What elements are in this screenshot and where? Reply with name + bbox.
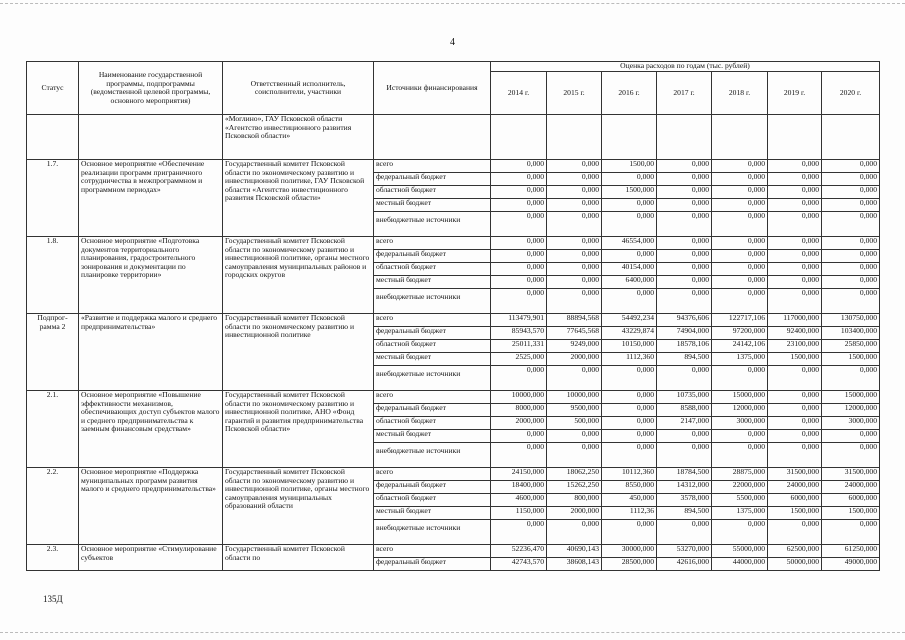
row-value: 18784,500 xyxy=(657,468,712,481)
row-value: 46554,000 xyxy=(602,237,657,250)
row-funding-source: внебюджетные источники xyxy=(374,443,491,468)
row-value: 0,000 xyxy=(657,212,712,237)
row-value: 0,000 xyxy=(712,289,768,314)
row-funding-source: местный бюджет xyxy=(374,276,491,289)
row-value: 0,000 xyxy=(822,160,880,173)
row-value: 30000,000 xyxy=(602,545,657,558)
row-status: 1.8. xyxy=(27,237,79,314)
row-value: 0,000 xyxy=(602,173,657,186)
row-value: 0,000 xyxy=(491,443,547,468)
row-value: 38608,143 xyxy=(547,558,602,571)
row-value: 61250,000 xyxy=(822,545,880,558)
row-funding-source: федеральный бюджет xyxy=(374,404,491,417)
row-value: 24000,000 xyxy=(768,481,822,494)
table-row xyxy=(27,314,880,327)
row-value: 0,000 xyxy=(822,276,880,289)
row-value: 0,000 xyxy=(491,366,547,391)
row-value: 24000,000 xyxy=(822,481,880,494)
continuation-value-cell xyxy=(547,115,602,160)
row-value: 3000,000 xyxy=(822,417,880,430)
row-value: 5500,000 xyxy=(712,494,768,507)
scan-edge-top xyxy=(0,3,905,4)
continuation-source-cell xyxy=(374,115,491,160)
scan-edge-bottom xyxy=(0,632,905,633)
row-value: 40690,143 xyxy=(547,545,602,558)
row-value: 0,000 xyxy=(657,430,712,443)
row-program-name: Основное мероприятие «Подготовка документов территориального планирования, градостроительного зонирования и документации по планировке территории» xyxy=(79,237,223,314)
row-funding-source: всего xyxy=(374,160,491,173)
continuation-value-cell xyxy=(657,115,712,160)
row-value: 10112,360 xyxy=(602,468,657,481)
row-funding-source: местный бюджет xyxy=(374,353,491,366)
row-value: 53270,000 xyxy=(657,545,712,558)
row-value: 0,000 xyxy=(491,186,547,199)
row-value: 8000,000 xyxy=(491,404,547,417)
row-value: 9500,000 xyxy=(547,404,602,417)
row-value: 28500,000 xyxy=(602,558,657,571)
row-funding-source: федеральный бюджет xyxy=(374,481,491,494)
row-value: 18578,106 xyxy=(657,340,712,353)
row-value: 1500,000 xyxy=(768,353,822,366)
row-program-name: «Развитие и поддержка малого и среднего предпринимательства» xyxy=(79,314,223,391)
row-value: 6000,000 xyxy=(768,494,822,507)
table-row xyxy=(27,391,880,404)
row-value: 15000,000 xyxy=(822,391,880,404)
row-value: 0,000 xyxy=(712,237,768,250)
row-value: 8588,000 xyxy=(657,404,712,417)
row-value: 24150,000 xyxy=(491,468,547,481)
row-executor: Государственный комитет Псковской области по экономическому развитию и инвестиционной политике, органы местного самоуправления муниципальных районов и городских округов xyxy=(223,237,374,314)
row-value: 1112,36 xyxy=(602,507,657,520)
row-funding-source: федеральный бюджет xyxy=(374,173,491,186)
row-value: 0,000 xyxy=(491,173,547,186)
row-value: 0,000 xyxy=(602,520,657,545)
row-value: 23100,000 xyxy=(768,340,822,353)
table-row xyxy=(27,237,880,250)
row-value: 0,000 xyxy=(491,199,547,212)
continuation-status-cell xyxy=(27,115,79,160)
header-year: 2015 г. xyxy=(547,72,602,115)
row-value: 0,000 xyxy=(768,289,822,314)
row-value: 1112,360 xyxy=(602,353,657,366)
row-value: 1375,000 xyxy=(712,507,768,520)
row-value: 0,000 xyxy=(822,289,880,314)
row-funding-source: областной бюджет xyxy=(374,494,491,507)
header-year: 2019 г. xyxy=(768,72,822,115)
row-value: 103400,000 xyxy=(822,327,880,340)
row-value: 130750,000 xyxy=(822,314,880,327)
table-row xyxy=(27,468,880,481)
row-value: 0,000 xyxy=(712,263,768,276)
row-program-name: Основное мероприятие «Стимулирование субъектов xyxy=(79,545,223,571)
header-year: 2018 г. xyxy=(712,72,768,115)
row-value: 2147,000 xyxy=(657,417,712,430)
row-value: 40154,000 xyxy=(602,263,657,276)
row-value: 0,000 xyxy=(491,289,547,314)
row-value: 0,000 xyxy=(768,276,822,289)
row-value: 10735,000 xyxy=(657,391,712,404)
row-value: 25850,000 xyxy=(822,340,880,353)
row-value: 0,000 xyxy=(547,199,602,212)
row-value: 0,000 xyxy=(657,160,712,173)
row-value: 85943,570 xyxy=(491,327,547,340)
row-value: 0,000 xyxy=(491,250,547,263)
row-value: 9249,000 xyxy=(547,340,602,353)
row-value: 0,000 xyxy=(712,173,768,186)
row-value: 0,000 xyxy=(547,443,602,468)
row-value: 22000,000 xyxy=(712,481,768,494)
row-value: 10000,000 xyxy=(491,391,547,404)
continuation-name-cell xyxy=(79,115,223,160)
row-value: 0,000 xyxy=(657,186,712,199)
row-value: 0,000 xyxy=(768,160,822,173)
continuation-value-cell xyxy=(712,115,768,160)
row-value: 0,000 xyxy=(712,366,768,391)
row-executor: Государственный комитет Псковской области по экономическому развитию и инвестиционной политике xyxy=(223,314,374,391)
row-value: 0,000 xyxy=(547,276,602,289)
row-funding-source: всего xyxy=(374,314,491,327)
table-row xyxy=(27,160,880,173)
row-value: 0,000 xyxy=(602,250,657,263)
header-executor: Ответственный исполнитель, соисполнители, участники xyxy=(223,62,374,115)
row-value: 0,000 xyxy=(768,250,822,263)
row-funding-source: местный бюджет xyxy=(374,507,491,520)
row-executor: Государственный комитет Псковской области по xyxy=(223,545,374,571)
continuation-row xyxy=(27,115,880,160)
continuation-value-cell xyxy=(768,115,822,160)
row-value: 0,000 xyxy=(602,212,657,237)
budget-table xyxy=(26,61,880,571)
row-value: 0,000 xyxy=(768,443,822,468)
row-value: 0,000 xyxy=(768,404,822,417)
row-value: 0,000 xyxy=(822,263,880,276)
row-value: 0,000 xyxy=(822,430,880,443)
row-value: 0,000 xyxy=(822,186,880,199)
row-value: 52236,470 xyxy=(491,545,547,558)
row-value: 0,000 xyxy=(768,199,822,212)
row-value: 0,000 xyxy=(768,186,822,199)
row-value: 2000,000 xyxy=(547,507,602,520)
row-value: 0,000 xyxy=(491,430,547,443)
row-status: Подпрог-рамма 2 xyxy=(27,314,79,391)
row-status: 2.1. xyxy=(27,391,79,468)
row-value: 0,000 xyxy=(822,366,880,391)
row-value: 1500,000 xyxy=(768,507,822,520)
row-value: 24142,106 xyxy=(712,340,768,353)
header-status: Статус xyxy=(27,62,79,115)
header-year: 2016 г. xyxy=(602,72,657,115)
row-funding-source: всего xyxy=(374,237,491,250)
row-value: 0,000 xyxy=(822,173,880,186)
row-value: 0,000 xyxy=(768,237,822,250)
row-value: 0,000 xyxy=(712,212,768,237)
row-value: 31500,000 xyxy=(822,468,880,481)
row-value: 0,000 xyxy=(491,237,547,250)
row-value: 15262,250 xyxy=(547,481,602,494)
row-value: 0,000 xyxy=(491,520,547,545)
row-value: 44000,000 xyxy=(712,558,768,571)
row-value: 1500,000 xyxy=(822,353,880,366)
row-value: 97200,000 xyxy=(712,327,768,340)
row-value: 0,000 xyxy=(768,366,822,391)
row-value: 3578,000 xyxy=(657,494,712,507)
row-value: 50000,000 xyxy=(768,558,822,571)
row-value: 0,000 xyxy=(657,520,712,545)
row-value: 0,000 xyxy=(657,276,712,289)
row-value: 0,000 xyxy=(712,160,768,173)
row-funding-source: внебюджетные источники xyxy=(374,289,491,314)
row-value: 10150,000 xyxy=(602,340,657,353)
row-value: 0,000 xyxy=(602,391,657,404)
row-value: 0,000 xyxy=(602,289,657,314)
row-value: 0,000 xyxy=(547,520,602,545)
row-value: 0,000 xyxy=(712,430,768,443)
row-value: 0,000 xyxy=(657,199,712,212)
row-value: 0,000 xyxy=(602,417,657,430)
row-value: 4600,000 xyxy=(491,494,547,507)
row-value: 0,000 xyxy=(602,404,657,417)
row-funding-source: всего xyxy=(374,545,491,558)
row-value: 0,000 xyxy=(768,417,822,430)
row-executor: Государственный комитет Псковской области по экономическому развитию и инвестиционной политике, органы местного самоуправления муниципальных образований области xyxy=(223,468,374,545)
row-value: 0,000 xyxy=(602,366,657,391)
continuation-value-cell xyxy=(491,115,547,160)
row-value: 0,000 xyxy=(602,443,657,468)
header-program-name: Наименование государственной программы, подпрограммы (ведомственной целевой программы, основного мероприятия) xyxy=(79,62,223,115)
row-program-name: Основное мероприятие «Обеспечение реализации программ приграничного сотрудничества в межпрограммном и программном периодах» xyxy=(79,160,223,237)
header-funding-sources: Источники финансирования xyxy=(374,62,491,115)
row-value: 0,000 xyxy=(822,520,880,545)
header-year: 2017 г. xyxy=(657,72,712,115)
row-funding-source: всего xyxy=(374,468,491,481)
row-value: 0,000 xyxy=(547,366,602,391)
row-value: 0,000 xyxy=(547,186,602,199)
header-years-title: Оценка расходов по годам (тыс. рублей) xyxy=(491,62,880,72)
row-value: 0,000 xyxy=(822,237,880,250)
row-executor: Государственный комитет Псковской области по экономическому развитию и инвестиционной политике, ГАУ Псковской области «Агентство инвестиционного развития Псковской области» xyxy=(223,160,374,237)
row-funding-source: федеральный бюджет xyxy=(374,327,491,340)
row-value: 0,000 xyxy=(657,173,712,186)
row-value: 0,000 xyxy=(491,263,547,276)
row-value: 0,000 xyxy=(822,199,880,212)
row-value: 2000,000 xyxy=(547,353,602,366)
row-value: 0,000 xyxy=(712,520,768,545)
row-funding-source: областной бюджет xyxy=(374,186,491,199)
row-funding-source: внебюджетные источники xyxy=(374,520,491,545)
row-value: 0,000 xyxy=(602,199,657,212)
row-value: 0,000 xyxy=(547,430,602,443)
row-value: 74904,000 xyxy=(657,327,712,340)
row-value: 0,000 xyxy=(768,391,822,404)
row-funding-source: местный бюджет xyxy=(374,199,491,212)
row-value: 0,000 xyxy=(547,289,602,314)
row-value: 6400,000 xyxy=(602,276,657,289)
row-value: 1500,000 xyxy=(822,507,880,520)
row-value: 1375,000 xyxy=(712,353,768,366)
row-value: 0,000 xyxy=(768,173,822,186)
row-value: 0,000 xyxy=(822,212,880,237)
continuation-executor-text: «Моглино», ГАУ Псковской области «Агентство инвестиционного развития Псковской области» xyxy=(223,115,374,160)
row-value: 3000,000 xyxy=(712,417,768,430)
row-value: 122717,106 xyxy=(712,314,768,327)
row-value: 0,000 xyxy=(547,173,602,186)
row-value: 0,000 xyxy=(491,160,547,173)
footer-document-code: 135Д xyxy=(43,594,63,604)
header-year: 2020 г. xyxy=(822,72,880,115)
row-value: 42743,570 xyxy=(491,558,547,571)
row-value: 0,000 xyxy=(768,520,822,545)
row-value: 2000,000 xyxy=(491,417,547,430)
row-funding-source: областной бюджет xyxy=(374,263,491,276)
row-value: 8550,000 xyxy=(602,481,657,494)
row-value: 500,000 xyxy=(547,417,602,430)
row-value: 0,000 xyxy=(657,289,712,314)
row-funding-source: федеральный бюджет xyxy=(374,558,491,571)
row-value: 0,000 xyxy=(822,250,880,263)
row-value: 0,000 xyxy=(657,443,712,468)
row-value: 10000,000 xyxy=(547,391,602,404)
row-status: 1.7. xyxy=(27,160,79,237)
row-value: 1150,000 xyxy=(491,507,547,520)
row-value: 43229,874 xyxy=(602,327,657,340)
row-value: 92400,000 xyxy=(768,327,822,340)
row-value: 0,000 xyxy=(657,366,712,391)
row-funding-source: областной бюджет xyxy=(374,417,491,430)
row-value: 12000,000 xyxy=(712,404,768,417)
row-value: 94376,606 xyxy=(657,314,712,327)
row-program-name: Основное мероприятие «Повышение эффективности механизмов, обеспечивающих доступ субъектов малого и среднего предпринимательства к заемным финансовым средствам» xyxy=(79,391,223,468)
row-status: 2.2. xyxy=(27,468,79,545)
row-funding-source: внебюджетные источники xyxy=(374,366,491,391)
row-value: 0,000 xyxy=(602,430,657,443)
row-funding-source: всего xyxy=(374,391,491,404)
row-value: 49000,000 xyxy=(822,558,880,571)
row-value: 450,000 xyxy=(602,494,657,507)
row-funding-source: местный бюджет xyxy=(374,430,491,443)
row-value: 0,000 xyxy=(712,443,768,468)
row-value: 12000,000 xyxy=(822,404,880,417)
row-value: 42616,000 xyxy=(657,558,712,571)
row-value: 117000,000 xyxy=(768,314,822,327)
header-year: 2014 г. xyxy=(491,72,547,115)
row-value: 28875,000 xyxy=(712,468,768,481)
row-value: 15000,000 xyxy=(712,391,768,404)
row-value: 0,000 xyxy=(822,443,880,468)
row-value: 894,500 xyxy=(657,507,712,520)
row-value: 88894,568 xyxy=(547,314,602,327)
row-value: 894,500 xyxy=(657,353,712,366)
row-value: 54492,234 xyxy=(602,314,657,327)
row-value: 62500,000 xyxy=(768,545,822,558)
row-value: 0,000 xyxy=(547,212,602,237)
row-value: 0,000 xyxy=(768,263,822,276)
row-value: 18062,250 xyxy=(547,468,602,481)
row-program-name: Основное мероприятие «Поддержка муниципальных программ развития малого и среднего предпринимательства» xyxy=(79,468,223,545)
row-value: 113479,901 xyxy=(491,314,547,327)
row-value: 0,000 xyxy=(712,250,768,263)
row-value: 0,000 xyxy=(547,160,602,173)
row-value: 0,000 xyxy=(547,263,602,276)
row-value: 0,000 xyxy=(657,237,712,250)
row-value: 0,000 xyxy=(547,237,602,250)
row-value: 800,000 xyxy=(547,494,602,507)
row-value: 0,000 xyxy=(768,430,822,443)
row-value: 2525,000 xyxy=(491,353,547,366)
row-value: 0,000 xyxy=(768,212,822,237)
row-funding-source: федеральный бюджет xyxy=(374,250,491,263)
row-funding-source: областной бюджет xyxy=(374,340,491,353)
row-value: 0,000 xyxy=(712,276,768,289)
row-value: 0,000 xyxy=(712,186,768,199)
row-value: 77645,568 xyxy=(547,327,602,340)
row-status: 2.3. xyxy=(27,545,79,571)
row-executor: Государственный комитет Псковской области по экономическому развитию и инвестиционной политике, АНО «Фонд гарантий и развития предпринимательства Псковской области» xyxy=(223,391,374,468)
row-value: 0,000 xyxy=(657,263,712,276)
row-value: 1500,000 xyxy=(602,186,657,199)
page-number: 4 xyxy=(450,37,455,48)
row-value: 0,000 xyxy=(491,212,547,237)
row-funding-source: внебюджетные источники xyxy=(374,212,491,237)
table-row xyxy=(27,545,880,558)
row-value: 0,000 xyxy=(657,250,712,263)
row-value: 0,000 xyxy=(547,250,602,263)
row-value: 31500,000 xyxy=(768,468,822,481)
row-value: 18400,000 xyxy=(491,481,547,494)
row-value: 0,000 xyxy=(712,199,768,212)
row-value: 25011,331 xyxy=(491,340,547,353)
row-value: 55000,000 xyxy=(712,545,768,558)
row-value: 0,000 xyxy=(491,276,547,289)
row-value: 1500,00 xyxy=(602,160,657,173)
continuation-value-cell xyxy=(602,115,657,160)
continuation-value-cell xyxy=(822,115,880,160)
row-value: 14312,000 xyxy=(657,481,712,494)
row-value: 6000,000 xyxy=(822,494,880,507)
